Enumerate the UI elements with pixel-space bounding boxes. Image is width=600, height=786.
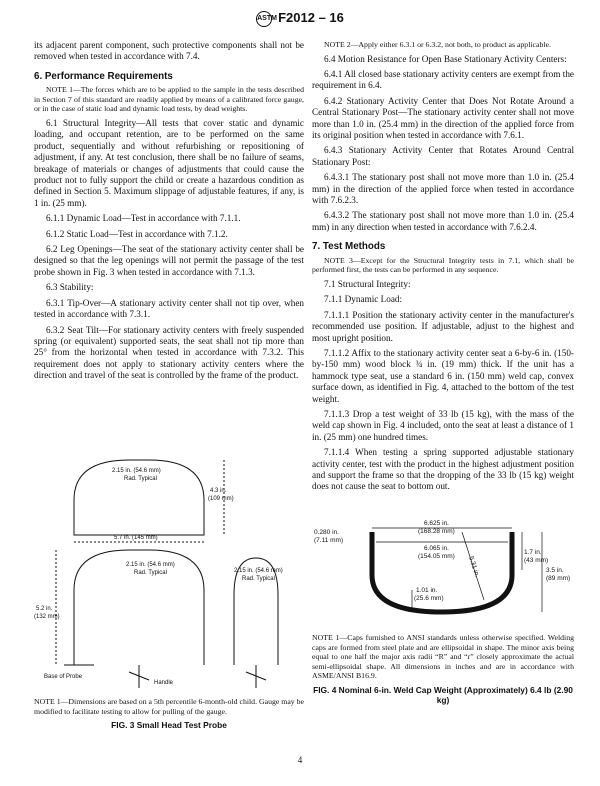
para-6-4-1: 6.4.1 All closed base stationary activity centers are exempt from the requirement in 6.4. — [312, 69, 574, 91]
note-1: NOTE 1—The forces which are to be applied to the sample in the tests described in Section 7 of this standard are readily applied by means of a calibrated force gauge, or in the case of static load and dynamic load tests, by dead weights. — [34, 85, 304, 114]
fig3-handle-label: Handle — [154, 680, 174, 686]
page-header — [0, 10, 600, 27]
fig3-rad-typical-2: Rad. Typical — [134, 570, 167, 576]
page-number: 4 — [297, 755, 303, 765]
document-designation: F2012 – 16 — [278, 10, 344, 25]
para-6-3: 6.3 Stability: — [46, 282, 94, 293]
fig4-od-mm: (168.28 mm) — [418, 528, 455, 535]
fig3-width-label: 5.7 in. (145 mm) — [114, 535, 158, 541]
para-6-1-1: 6.1.1 Dynamic Load—Test in accordance with 7.1.1. — [46, 213, 241, 224]
weld-cap-drawing — [312, 520, 574, 620]
note-2: NOTE 2—Apply either 6.3.1 or 6.3.2, not both, to product as applicable. — [324, 40, 551, 49]
fig3-note: NOTE 1—Dimensions are based on a 5th percentile 6-month-old child. Gauge may be modified to facilitate testing to allow for pulling of the gauge. — [34, 697, 305, 716]
fig4-id-mm: (154.05 mm) — [418, 553, 455, 560]
fig4-caption: FIG. 4 Nominal 6-in. Weld Cap Weight (Approximately) 6.4 lb (2.90 kg) — [313, 684, 573, 705]
para-7-1-1-2: 7.1.1.2 Affix to the stationary activity center seat a 6-by-6 in. (150-by-150 mm) wood block ¾ in. (19 mm) thick. If the unit has a hammock type seat, use a standard 6 in. (150 mm) weld cap, convex surface down, as identified in Fig. 4, attached to the bottom of the test weight. — [312, 347, 574, 404]
section-7-heading: 7. Test Methods — [312, 241, 386, 253]
fig4-knuckle-mm: (25.6 mm) — [414, 595, 444, 602]
astm-logo: ASTM — [256, 11, 272, 27]
fig4-inner-height-mm: (43 mm) — [524, 557, 549, 564]
fig4-note: NOTE 1—Caps furnished to ANSI standards unless otherwise specified. Welding caps are formed from steel plate and are ellipsoidal in shape. The minor axis being equal to one half the major axis radii “R” and “r” closely approximate the actual semi-ellipsoidal shape. All dimensions in inches and are in accordance with ASME/ANSI B16.9. — [312, 633, 574, 681]
fig4-height-label: 3.5 in. — [546, 567, 564, 574]
figure-4 — [312, 520, 574, 705]
note-3: NOTE 3—Except for the Structural Integrity tests in 7.1, which shall be performed first, the tests can be performed in any sequence. — [312, 255, 574, 275]
para-6-1-2: 6.1.2 Static Load—Test in accordance with 7.1.2. — [46, 228, 228, 239]
fig3-probe-height-label: 5.2 in. — [36, 606, 53, 612]
fig3-rad-label-2: 2.15 in. (54.6 mm) — [126, 562, 175, 568]
para-7-1-1-4: 7.1.1.4 When testing a spring supported adjustable stationary activity center, test with the product in the highest adjustment position and support the frame so that the dropping of the 33 lb (15 kg) weight does not cause the seat to bottom out. — [312, 447, 574, 492]
fig4-wall-label: 0.280 in. — [314, 529, 339, 536]
para-6-1: 6.1 Structural Integrity—All tests that cover static and dynamic loading, and occupant retention, are to be performed on the same product, sequentially and without refurbishing or repositioning of adjustment, if any. At test conclusion, there shall be no failure of seams, breakage of materials or changes of adjustments that could cause the product not to fully support the child or create a hazardous condition as defined in Section 5. Maximum slippage of adjustable features, if any, is 1 in. (25 mm). — [34, 118, 304, 208]
para-7-1-1-1: 7.1.1.1 Position the stationary activity center in the manufacturer's recommended use position. If adjustable, adjust to the highest and most upright position. — [312, 309, 574, 343]
fig3-rad-typical-3: Rad. Typical — [242, 576, 275, 582]
fig4-inner-height-label: 1.7 in. — [524, 549, 542, 556]
fig3-probe-height-mm: (132 mm) — [34, 614, 60, 620]
figure-3 — [34, 440, 304, 740]
fig3-rad-typical-1: Rad. Typical — [124, 476, 157, 482]
para-6-4-3-1: 6.4.3.1 The stationary post shall not move more than 1.0 in. (25.4 mm) in the direction of the applied force when tested in accordance with 7.6.2.3. — [312, 172, 574, 206]
para-6-3-2: 6.3.2 Seat Tilt—For stationary activity centers with freely suspended spring (or equivalent) supported seats, the seat shall not tip more than 25° from the horizontal when tested in accordance with 7.3.2. This requirement does not apply to stationary activity centers where the direction and travel of the seat is controlled by the frame of the product. — [34, 324, 304, 381]
right-column — [312, 40, 574, 497]
fig4-knuckle-label: 1.01 in. — [416, 587, 438, 594]
fig3-rad-label-1: 2.15 in. (54.6 mm) — [112, 468, 161, 474]
fig4-height-mm: (89 mm) — [546, 575, 571, 582]
para-6-2: 6.2 Leg Openings—The seat of the stationary activity center shall be designed so that the leg openings will not permit the passage of the test probe shown in Fig. 3 when tested in accordance with 7.1.3. — [34, 244, 304, 277]
para-7-1-1: 7.1.1 Dynamic Load: — [324, 294, 403, 305]
small-head-probe-drawing — [34, 440, 304, 690]
section-6-heading: 6. Performance Requirements — [34, 70, 173, 82]
fig3-height-label: 4.3 in. — [210, 488, 227, 494]
para-6-3-1: 6.3.1 Tip-Over—A stationary activity center shall not tip over, when tested in accordance with 7.3.1. — [34, 297, 304, 320]
fig3-base-label: Base of Probe — [44, 674, 83, 680]
para-7-1-1-3: 7.1.1.3 Drop a test weight of 33 lb (15 kg), with the mass of the weld cap shown in Fig. 4 included, onto the seat at least a distance of 1 in. (25 mm) one hundred times. — [312, 408, 574, 442]
fig3-caption: FIG. 3 Small Head Test Probe — [111, 720, 227, 731]
para-6-4-3: 6.4.3 Stationary Activity Center that Rotates Around Central Stationary Post: — [312, 145, 574, 167]
fig4-id-label: 6.065 in. — [424, 545, 449, 552]
para-6-4-3-2: 6.4.3.2 The stationary post shall not move more than 1.0 in. (25.4 mm) in any direction when tested in accordance with 7.6.2.4. — [312, 210, 574, 232]
fig4-radius-label: 5.31 in. — [467, 555, 481, 579]
fig4-od-label: 6.625 in. — [424, 520, 449, 527]
para-6-4: 6.4 Motion Resistance for Open Base Stationary Activity Centers: — [324, 53, 567, 64]
fig3-rad-label-3: 2.15 in. (54.6 mm) — [234, 568, 283, 574]
para-7-1: 7.1 Structural Integrity: — [324, 278, 411, 289]
fig3-height-mm: (109 mm) — [208, 496, 234, 502]
para-6-4-2: 6.4.2 Stationary Activity Center that Does Not Rotate Around a Central Stationary Post—The stationary activity center shall not move more than 1.0 in. (25.4 mm) in the direction of the applied force from its original position when tested in accordance with 7.6.1. — [312, 95, 574, 141]
intro-paragraph: its adjacent parent component, such protective components shall not be removed when tested in accordance with 7.4. — [34, 40, 304, 62]
left-column — [34, 40, 304, 386]
fig4-wall-mm: (7.11 mm) — [314, 537, 344, 544]
